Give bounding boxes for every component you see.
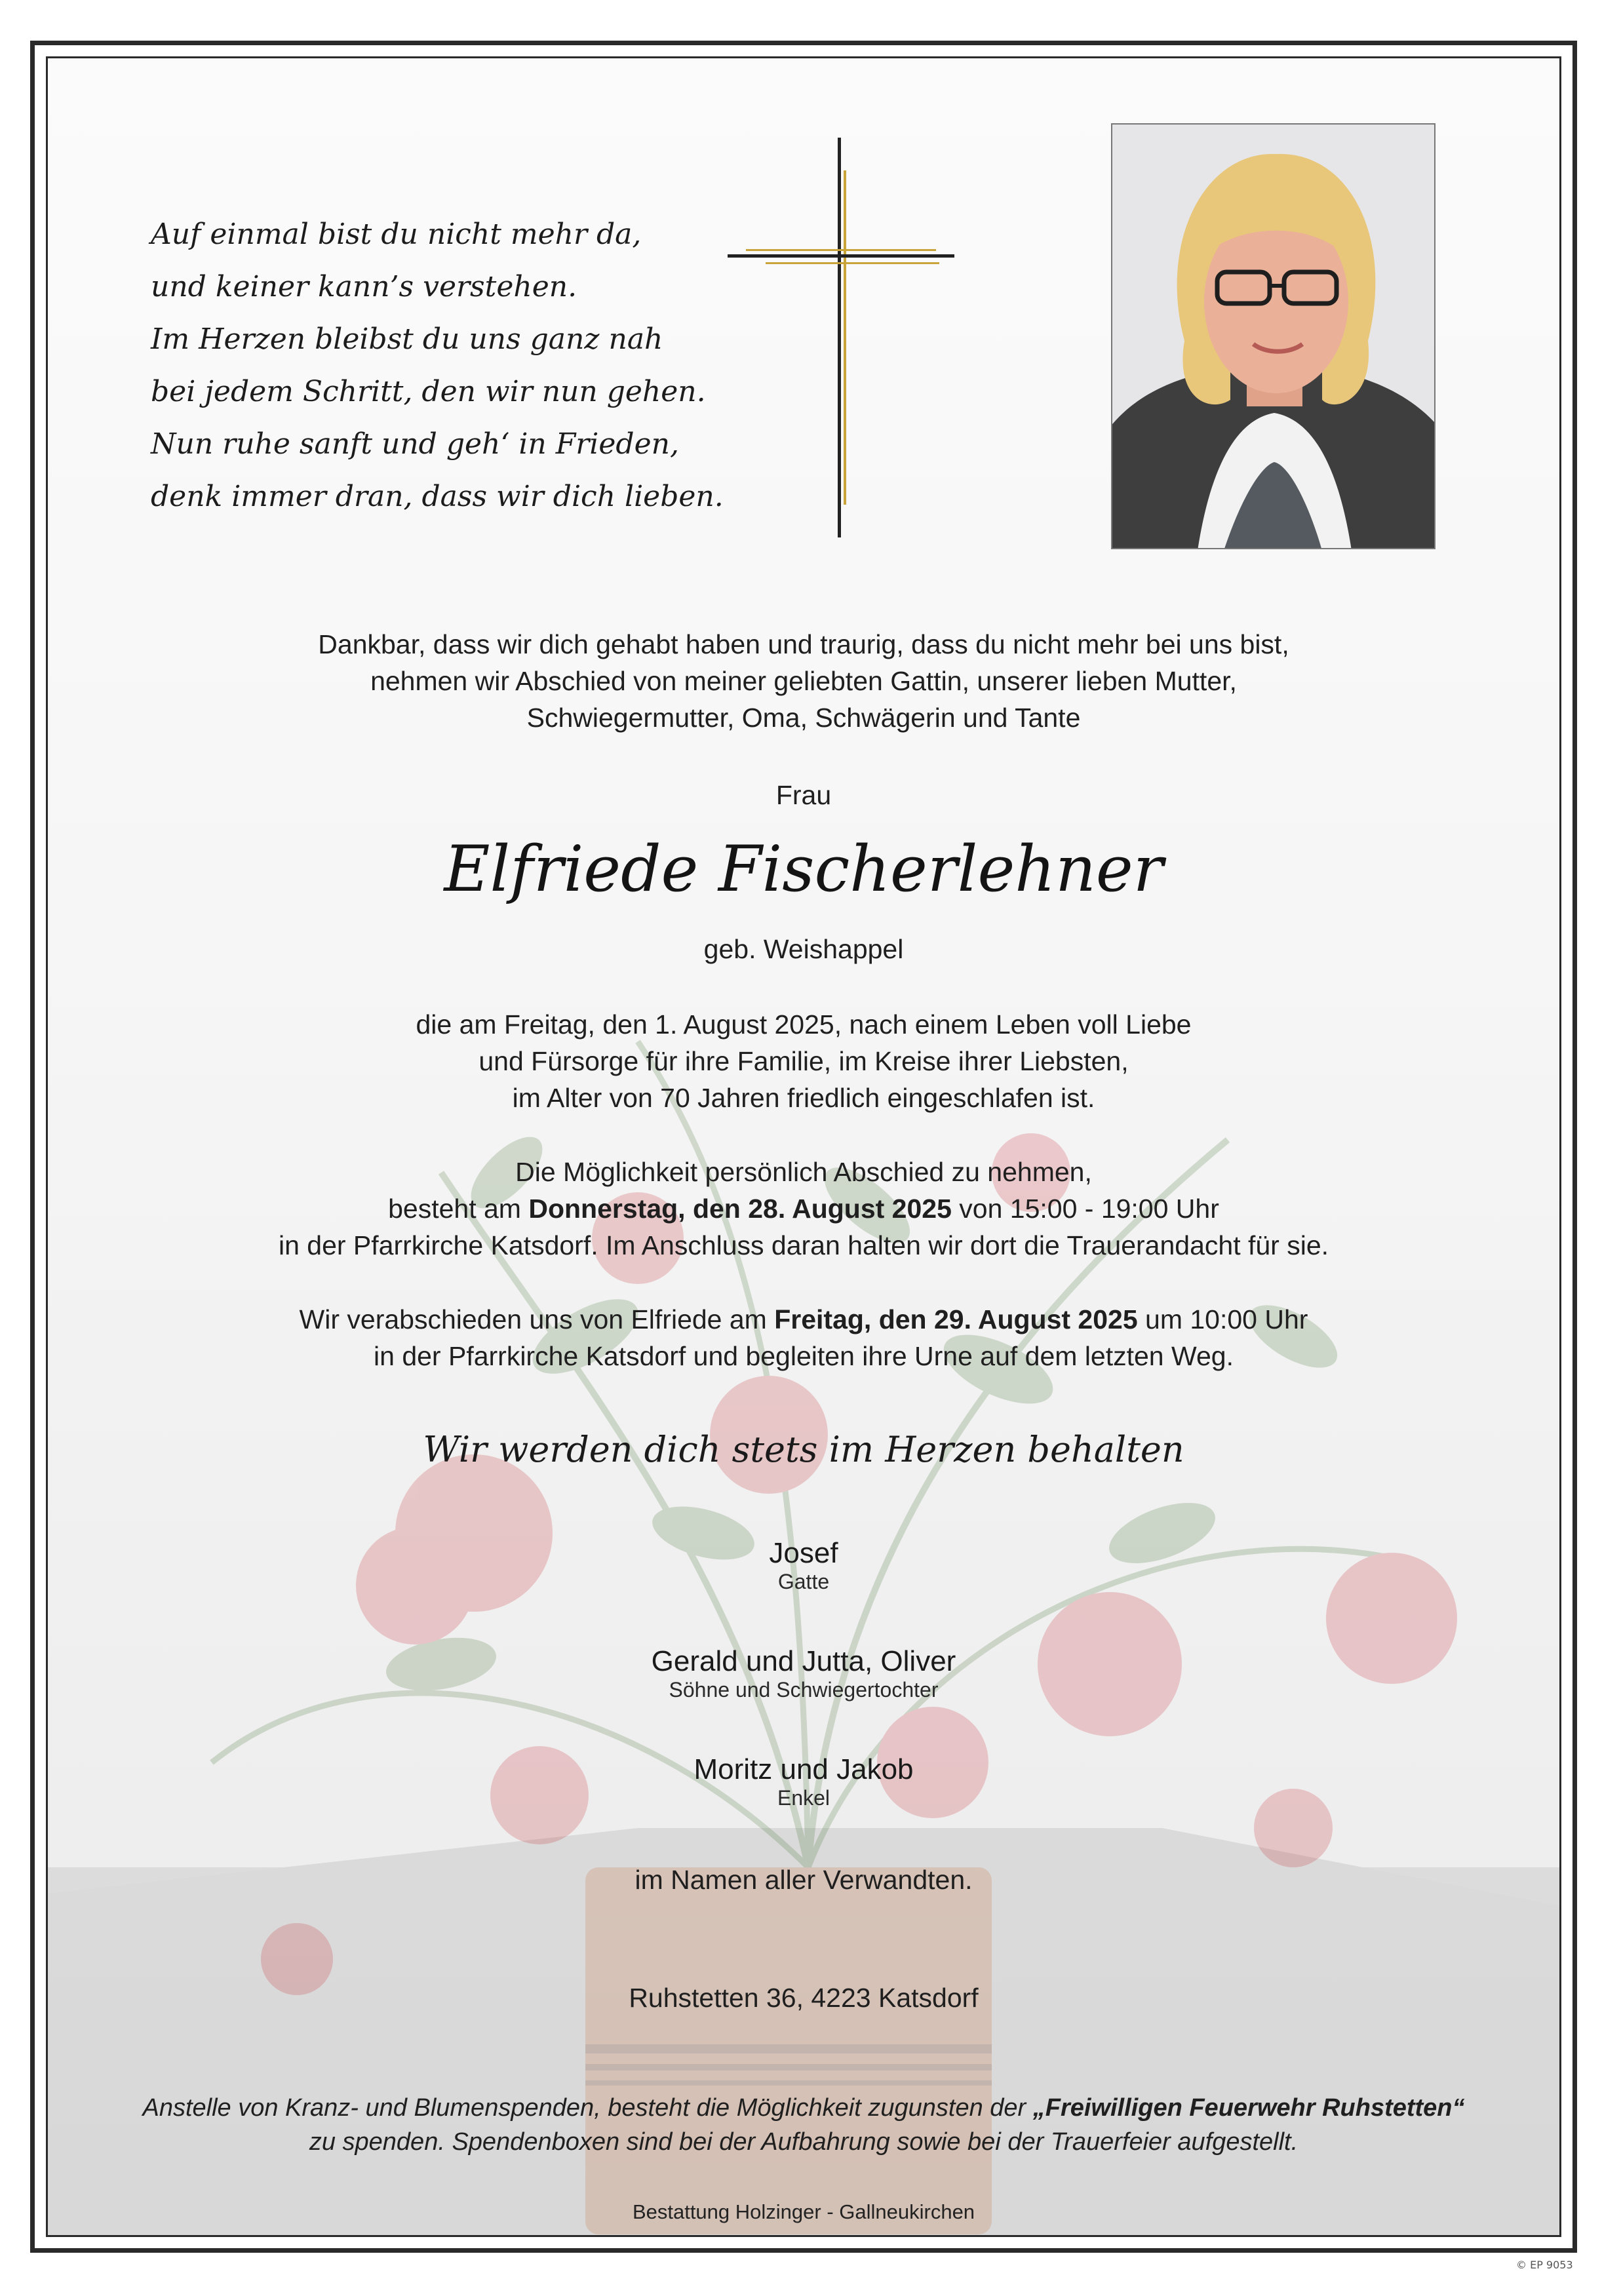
viewing-line: Die Möglichkeit persönlich Abschied zu nehmen, — [515, 1157, 1092, 1187]
intro-text — [46, 626, 1561, 736]
donation-line — [46, 2091, 1561, 2125]
poem-line: bei jedem Schritt, den wir nun gehen. — [151, 375, 706, 408]
poem — [151, 208, 724, 523]
viewing-text: besteht am — [388, 1194, 529, 1224]
death-line: und Fürsorge für ihre Familie, im Kreise ihrer Liebsten, — [478, 1046, 1129, 1076]
viewing-info — [46, 1154, 1561, 1264]
portrait-photo — [1111, 123, 1435, 549]
farewell-date: Freitag, den 29. August 2025 — [774, 1304, 1138, 1334]
farewell-info — [46, 1301, 1561, 1374]
viewing-time: von 15:00 - 19:00 Uhr — [951, 1194, 1219, 1224]
deceased-name: Elfriede Fischerlehner — [444, 832, 1163, 906]
mourner-role: Enkel — [777, 1786, 830, 1810]
viewing-line: in der Pfarrkirche Katsdorf. Im Anschluss daran halten wir dort die Trauerandacht für sie. — [278, 1230, 1329, 1260]
donation-text: Anstelle von Kranz- und Blumenspenden, besteht die Möglichkeit zugunsten der — [142, 2094, 1033, 2122]
maiden-name: geb. Weishappel — [703, 934, 904, 964]
poem-line: Auf einmal bist du nicht mehr da, — [151, 218, 642, 251]
donation-recipient: „Freiwilligen Feuerwehr Ruhstetten“ — [1032, 2094, 1465, 2122]
farewell-line — [46, 1301, 1561, 1338]
motto: Wir werden dich stets im Herzen behalten — [423, 1429, 1184, 1470]
document-code: © EP 9053 — [1516, 2259, 1573, 2271]
poem-line: Nun ruhe sanft und geh‘ in Frieden, — [151, 427, 679, 461]
relatives-line: im Namen aller Verwandten. — [635, 1865, 973, 1895]
viewing-date: Donnerstag, den 28. August 2025 — [528, 1194, 952, 1224]
farewell-text: Wir verabschieden uns von Elfriede am — [299, 1304, 775, 1334]
intro-line: nehmen wir Abschied von meiner geliebten Gattin, unserer lieben Mutter, — [370, 666, 1237, 696]
donation-line: zu spenden. Spendenboxen sind bei der Aufbahrung sowie bei der Trauerfeier aufgestellt. — [309, 2128, 1299, 2156]
intro-line: Dankbar, dass wir dich gehabt haben und traurig, dass du nicht mehr bei uns bist, — [318, 629, 1289, 659]
death-line: im Alter von 70 Jahren friedlich eingeschlafen ist. — [512, 1083, 1095, 1113]
viewing-line — [46, 1190, 1561, 1227]
poem-line: und keiner kann’s verstehen. — [151, 270, 577, 303]
mourner-group — [46, 1537, 1561, 1594]
farewell-line: in der Pfarrkirche Katsdorf und begleiten ihre Urne auf dem letzten Weg. — [374, 1341, 1234, 1371]
death-line: die am Freitag, den 1. August 2025, nach einem Leben voll Liebe — [416, 1009, 1192, 1040]
donation-note — [46, 2091, 1561, 2159]
poem-line: denk immer dran, dass wir dich lieben. — [151, 480, 724, 513]
address: Ruhstetten 36, 4223 Katsdorf — [629, 1983, 979, 2013]
mourner-name: Gerald und Jutta, Oliver — [651, 1645, 956, 1677]
poem-line: Im Herzen bleibst du uns ganz nah — [151, 322, 663, 356]
death-notice-text — [46, 1006, 1561, 1116]
mourner-group — [46, 1645, 1561, 1702]
intro-line: Schwiegermutter, Oma, Schwägerin und Tante — [526, 703, 1081, 733]
portrait-illustration — [1112, 125, 1435, 549]
mourner-role: Gatte — [777, 1570, 830, 1593]
cross-icon — [726, 138, 956, 537]
farewell-time: um 10:00 Uhr — [1137, 1304, 1308, 1334]
mourner-role: Söhne und Schwiegertochter — [669, 1678, 939, 1702]
undertaker: Bestattung Holzinger - Gallneukirchen — [632, 2200, 975, 2223]
mourner-group — [46, 1753, 1561, 1810]
mourner-name: Josef — [769, 1537, 838, 1569]
mourner-name: Moritz und Jakob — [693, 1753, 914, 1785]
salutation: Frau — [775, 780, 832, 810]
